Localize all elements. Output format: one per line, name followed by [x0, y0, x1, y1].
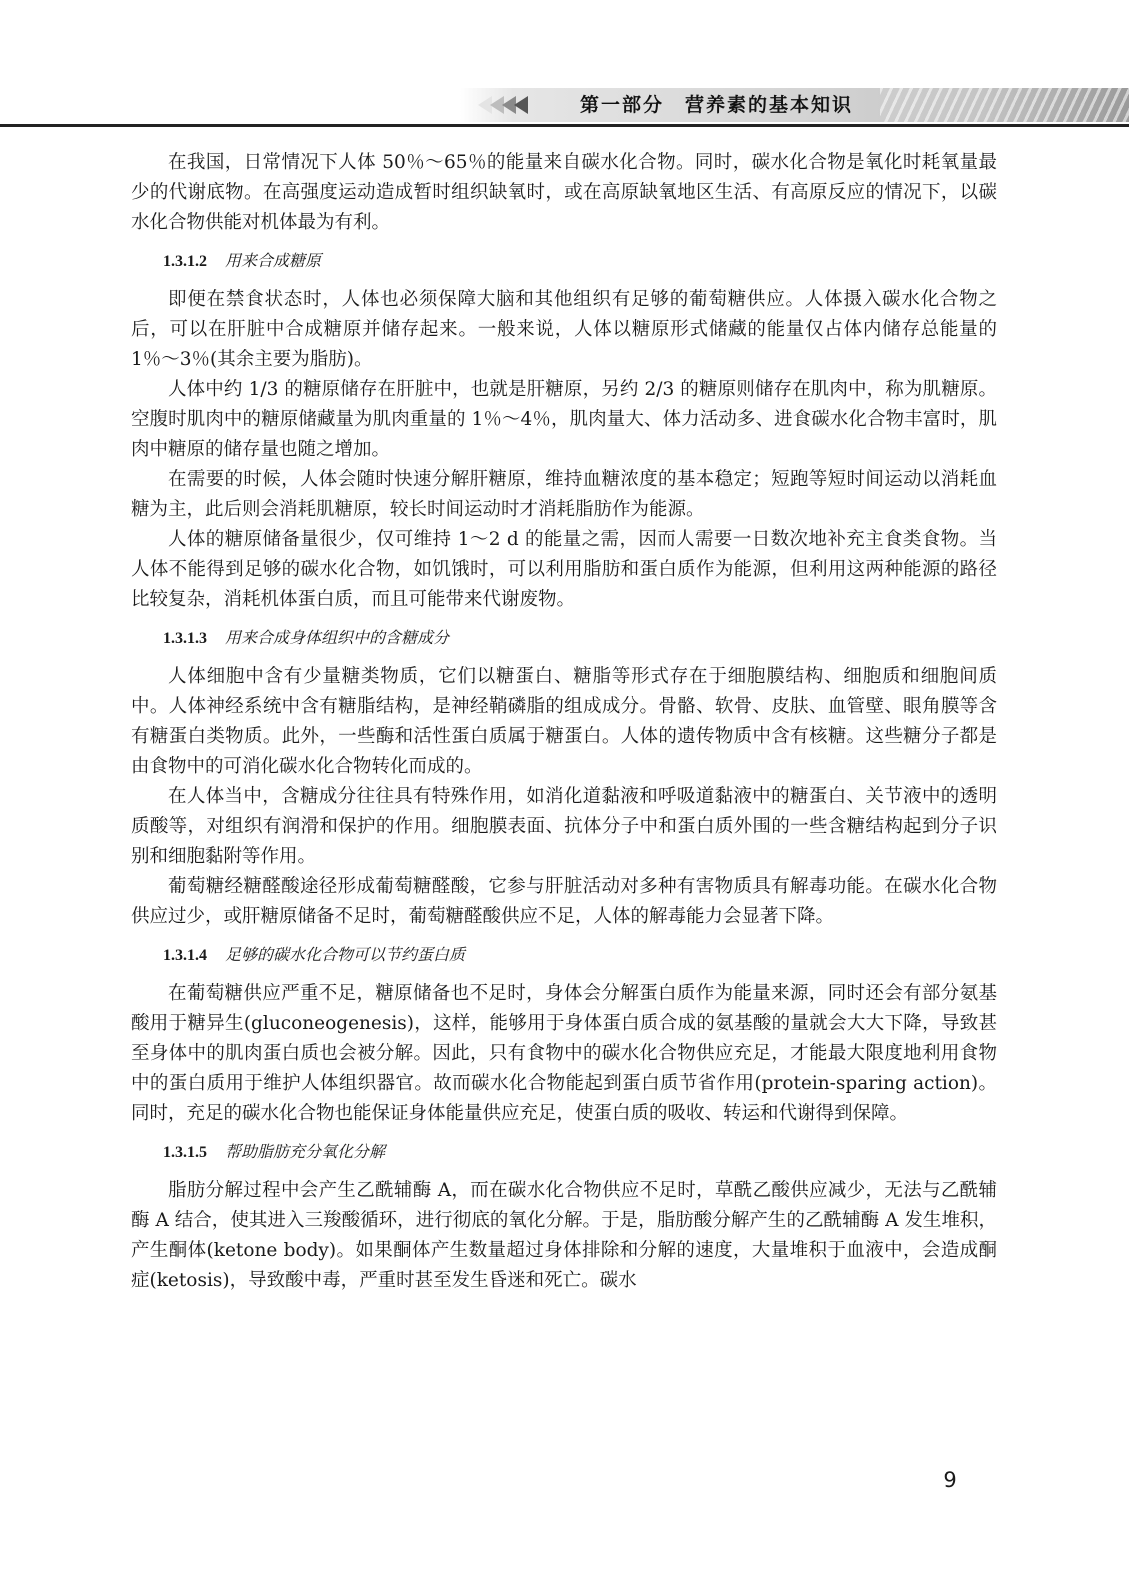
section-number: 1.3.1.4 — [163, 947, 207, 964]
chapter-title: 第一部分 营养素的基本知识 — [580, 94, 854, 116]
running-header — [0, 88, 1129, 122]
section-title: 足够的碳水化合物可以节约蛋白质 — [225, 945, 466, 964]
paragraph: 人体中约 1/3 的糖原储存在肝脏中，也就是肝糖原，另约 2/3 的糖原则储存在肌肉中，称为肌糖原。空腹时肌肉中的糖原储藏量为肌肉重量的 1％～4％，肌肉量大、体力活动多、进食碳水化合物丰富时，肌肉中糖原的储存量也随之增加。 — [131, 379, 997, 460]
paragraph: 人体细胞中含有少量糖类物质，它们以糖蛋白、糖脂等形式存在于细胞膜结构、细胞质和细胞间质中。人体神经系统中含有糖脂结构，是神经鞘磷脂的组成成分。骨骼、软骨、皮肤、血管壁、眼角膜等含有糖蛋白类物质。此外，一些酶和活性蛋白质属于糖蛋白。人体的遗传物质中含有核糖。这些糖分子都是由食物中的可消化碳水化合物转化而成的。 — [131, 666, 997, 777]
paragraph: 人体的糖原储备量很少，仅可维持 1～2 d 的能量之需，因而人需要一日数次地补充主食类食物。当人体不能得到足够的碳水化合物，如饥饿时，可以利用脂肪和蛋白质作为能源，但利用这两种能源的路径比较复杂，消耗机体蛋白质，而且可能带来代谢废物。 — [131, 529, 997, 610]
section-number: 1.3.1.5 — [163, 1144, 207, 1161]
section-title: 用来合成糖原 — [225, 251, 322, 270]
section-number: 1.3.1.3 — [163, 630, 207, 647]
section-heading-1-3-1-4 — [131, 940, 997, 971]
double-left-arrow-icon — [478, 94, 528, 116]
section-heading-1-3-1-3 — [131, 623, 997, 654]
section-title: 帮助脂肪充分氧化分解 — [225, 1142, 386, 1161]
paragraph: 葡萄糖经糖醛酸途径形成葡萄糖醛酸，它参与肝脏活动对多种有害物质具有解毒功能。在碳水化合物供应过少，或肝糖原储备不足时，葡萄糖醛酸供应不足，人体的解毒能力会显著下降。 — [131, 876, 997, 927]
paragraph: 即便在禁食状态时，人体也必须保障大脑和其他组织有足够的葡萄糖供应。人体摄入碳水化合物之后，可以在肝脏中合成糖原并储存起来。一般来说，人体以糖原形式储藏的能量仅占体内储存总能量的 1％～3％(其余主要为脂肪)。 — [131, 289, 997, 370]
paragraph: 脂肪分解过程中会产生乙酰辅酶 A，而在碳水化合物供应不足时，草酰乙酸供应减少，无法与乙酰辅酶 A 结合，使其进入三羧酸循环，进行彻底的氧化分解。于是，脂肪酸分解产生的乙酰辅酶 A 发生堆积，产生酮体(ketone body)。如果酮体产生数量超过身体排除和分解的速度，大量堆积于血液中，会造成酮症(ketosis)，导致酸中毒，严重时甚至发生昏迷和死亡。碳水 — [131, 1180, 997, 1291]
section-heading-1-3-1-2 — [131, 246, 997, 277]
page-number: 9 — [943, 1468, 957, 1492]
paragraph: 在葡萄糖供应严重不足，糖原储备也不足时，身体会分解蛋白质作为能量来源，同时还会有部分氨基酸用于糖异生(gluconeogenesis)，这样，能够用于身体蛋白质合成的氨基酸的量就会大大下降，导致甚至身体中的肌肉蛋白质也会被分解。因此，只有食物中的碳水化合物供应充足，才能最大限度地利用食物中的蛋白质用于维护人体组织器官。故而碳水化合物能起到蛋白质节省作用(protein-sparing action)。同时，充足的碳水化合物也能保证身体能量供应充足，使蛋白质的吸收、转运和代谢得到保障。 — [131, 983, 997, 1124]
header-stripe-pattern — [880, 88, 1129, 122]
section-title: 用来合成身体组织中的含糖成分 — [225, 628, 450, 647]
header-rule — [0, 124, 1129, 127]
paragraph: 在需要的时候，人体会随时快速分解肝糖原，维持血糖浓度的基本稳定；短跑等短时间运动以消耗血糖为主，此后则会消耗肌糖原，较长时间运动时才消耗脂肪作为能源。 — [131, 469, 997, 520]
paragraph: 在人体当中，含糖成分往往具有特殊作用，如消化道黏液和呼吸道黏液中的糖蛋白、关节液中的透明质酸等，对组织有润滑和保护的作用。细胞膜表面、抗体分子中和蛋白质外围的一些含糖结构起到分子识别和细胞黏附等作用。 — [131, 786, 997, 867]
section-heading-1-3-1-5 — [131, 1137, 997, 1168]
section-number: 1.3.1.2 — [163, 253, 207, 270]
paragraph: 在我国，日常情况下人体 50％～65％的能量来自碳水化合物。同时，碳水化合物是氧化时耗氧量最少的代谢底物。在高强度运动造成暂时组织缺氧时，或在高原缺氧地区生活、有高原反应的情况下，以碳水化合物供能对机体最为有利。 — [131, 152, 997, 233]
page-body — [131, 148, 997, 1296]
